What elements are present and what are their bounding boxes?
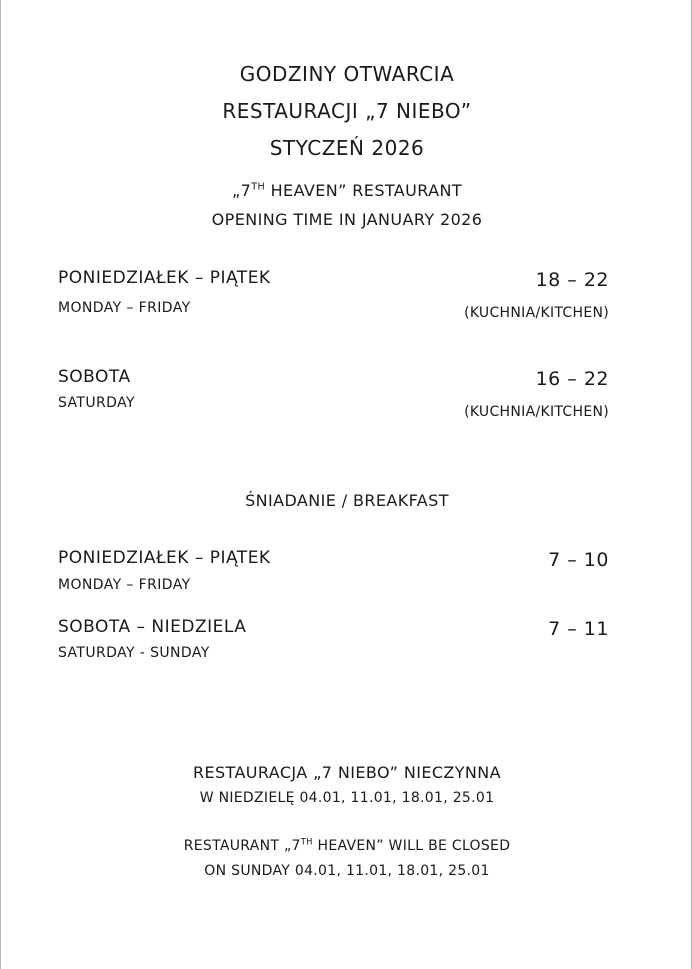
weekday-kitchen-note: (KUCHNIA/KITCHEN) bbox=[464, 305, 609, 321]
subtitle-line-2: OPENING TIME IN JANUARY 2026 bbox=[211, 210, 483, 229]
closure-notice-en-line-2: ON SUNDAY 04.01, 11.01, 18.01, 25.01 bbox=[204, 863, 490, 879]
breakfast-weekday-label-en: MONDAY – FRIDAY bbox=[58, 577, 191, 593]
saturday-kitchen-note: (KUCHNIA/KITCHEN) bbox=[464, 404, 609, 420]
saturday-label-en: SATURDAY bbox=[58, 395, 135, 411]
title-line-3: STYCZEŃ 2026 bbox=[269, 136, 425, 160]
subtitle-line-1 bbox=[1, 181, 692, 200]
breakfast-weekday-label-pl: PONIEDZIAŁEK – PIĄTEK bbox=[58, 548, 271, 568]
subtitle-line-1-superscript: TH bbox=[251, 181, 266, 193]
closure-notice-pl-line-1: RESTAURACJA „7 NIEBO” NIECZYNNA bbox=[192, 763, 502, 782]
title-line-1: GODZINY OTWARCIA bbox=[239, 62, 455, 86]
title-line-2: RESTAURACJI „7 NIEBO” bbox=[222, 99, 472, 123]
breakfast-weekday-hours: 7 – 10 bbox=[548, 549, 609, 571]
weekday-label-pl: PONIEDZIAŁEK – PIĄTEK bbox=[58, 268, 271, 288]
closure-notice-en-prefix: RESTAURANT „7 bbox=[183, 838, 301, 854]
weekday-hours: 18 – 22 bbox=[535, 269, 609, 291]
subtitle-line-1-prefix: „7 bbox=[231, 181, 252, 200]
breakfast-heading: ŚNIADANIE / BREAKFAST bbox=[245, 491, 449, 510]
closure-notice-en-suffix: HEAVEN” WILL BE CLOSED bbox=[312, 838, 511, 854]
saturday-label-pl: SOBOTA bbox=[58, 367, 131, 387]
weekday-label-en: MONDAY – FRIDAY bbox=[58, 300, 191, 316]
closure-notice-en-superscript: TH bbox=[300, 836, 313, 847]
closure-notice-en-line-1 bbox=[1, 838, 692, 854]
breakfast-weekend-hours: 7 – 11 bbox=[548, 618, 609, 640]
breakfast-weekend-label-en: SATURDAY - SUNDAY bbox=[58, 645, 210, 661]
subtitle-line-1-suffix: HEAVEN” RESTAURANT bbox=[265, 181, 463, 200]
breakfast-weekend-label-pl: SOBOTA – NIEDZIELA bbox=[58, 617, 247, 637]
saturday-hours: 16 – 22 bbox=[535, 368, 609, 390]
closure-notice-pl-line-2: W NIEDZIELĘ 04.01, 11.01, 18.01, 25.01 bbox=[199, 790, 495, 806]
